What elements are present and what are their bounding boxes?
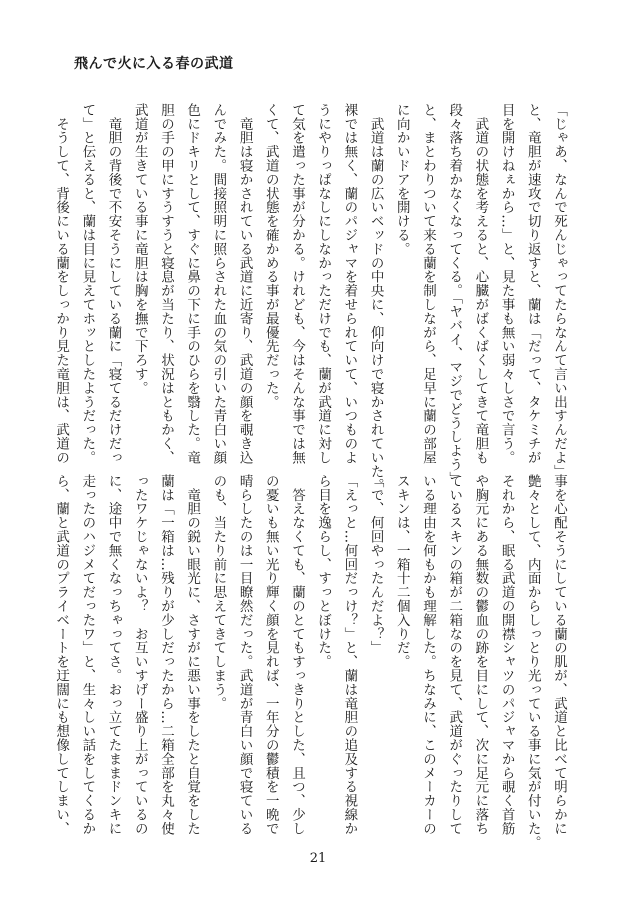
text-line: 色にドキリとして、すぐに鼻の下に手のひらを翳した。竜 bbox=[184, 103, 201, 465]
text-line: それから、眠る武道の開襟シャツのパジャマから覗く首筋 bbox=[498, 474, 515, 836]
page-number: 21 bbox=[309, 851, 327, 866]
text-line: ているスキンの箱が二箱なのを見て、武道がぐったりして bbox=[446, 474, 463, 836]
text-line: 「で、何回やったんだよ？」 bbox=[367, 474, 384, 655]
text-line: くて、武道の状態を確かめる事が最優先だった。 bbox=[262, 103, 279, 409]
text-line: の憂いも無い光り輝く顔を見れば、一年分の鬱積を一晩で bbox=[262, 474, 279, 836]
text-line: 裸では無く、蘭のパジャマを着せられていて、いつものよ bbox=[341, 103, 358, 465]
text-line: に、途中で無くなっちゃってさ。おっ立てたままドンキに bbox=[105, 474, 122, 836]
text-line: 走ったのハジメてだったワ」と、生々しい話をしてくるか bbox=[79, 474, 96, 836]
text-line: 武道が生きている事に竜胆は胸を撫で下ろす。 bbox=[131, 103, 148, 395]
text-line: のも、当たり前に思えてきてしまう。 bbox=[210, 474, 227, 711]
text-line: 武道の状態を考えると、心臓がばくばくしてきて竜胆も bbox=[472, 103, 489, 465]
text-line: そうして、背後にいる蘭をしっかり見た竜胆は、武道の bbox=[53, 103, 70, 465]
text-line: と、竜胆が速攻で切り返すと、蘭は「だって、タケミチが bbox=[524, 103, 541, 465]
text-line: 事を心配そうにしている蘭の肌が、武道と比べて明らかに bbox=[551, 474, 567, 836]
text-line: と、まとわりついて来る蘭を制しながら、足早に蘭の部屋 bbox=[419, 103, 436, 465]
text-line: んでみた。間接照明に照らされた血の気の引いた青白い顔 bbox=[210, 103, 227, 465]
text-line: 竜胆の背後で不安そうにしている蘭に「寝てるだけだっ bbox=[105, 103, 122, 465]
text-line: 武道は蘭の広いベッドの中央に、仰向けで寝かされていた。 bbox=[367, 103, 384, 493]
text-line: て」と伝えると、蘭は目に見えてホッとしたようだった。 bbox=[79, 103, 96, 465]
text-line: 竜胆の鋭い眼光に、さすがに悪い事をしたと自覚をした bbox=[184, 474, 201, 836]
text-line: 晴らしたのは一目瞭然だった。武道が青白い顔で寝ている bbox=[236, 474, 253, 836]
text-line: 「じゃあ、なんで死んじゃってたらなんて言い出すんだよ」 bbox=[551, 103, 567, 479]
text-line: 胆の手の甲にすうすうと寝息が当たり、状況はともかく、 bbox=[157, 103, 174, 465]
chapter-title: 飛んで火に入る春の武道 bbox=[74, 56, 234, 72]
text-line: ったワケじゃないよ？ お互いすげー盛り上がっているの bbox=[131, 474, 148, 836]
text-line: て気を遣った事が分かる。けれども、今はそんな事では無 bbox=[288, 103, 305, 465]
text-line: 答えなくても、蘭のとてもすっきりとした、且つ、少し bbox=[288, 474, 305, 836]
text-line: に向かいドアを開ける。 bbox=[393, 103, 410, 256]
text-line: 段々落ち着かなくなってくる。「ヤバイ、マジでどうしよう」 bbox=[446, 103, 463, 486]
text-line: ら目を逸らし、すっとぼけた。 bbox=[315, 474, 332, 669]
text-line: 竜胆は寝かされている武道に近寄り、武道の顔を覗き込 bbox=[236, 103, 253, 465]
text-line: ら、蘭と武道のプライベートを迂闊にも想像してしまい、 bbox=[53, 474, 70, 836]
text-line: 蘭は「一箱は…残りが少しだったから…二箱全部を丸々使 bbox=[157, 474, 174, 836]
text-line: 目を開けねぇから…」と、見た事も無い弱々しさで言う。 bbox=[498, 103, 515, 465]
text-line: うにやりっぱなしにしなかっただけでも、蘭が武道に対し bbox=[315, 103, 332, 465]
text-line: や胸元にある無数の鬱血の跡を目にして、次に足元に落ち bbox=[472, 474, 489, 836]
text-line: 「えっと…何回だっけ？」と、蘭は竜胆の追及する視線か bbox=[341, 474, 358, 836]
text-line: いる理由を何もかも理解した。ちなみに、このメーカーの bbox=[419, 474, 436, 836]
text-line: スキンは、一箱十二個入りだ。 bbox=[393, 474, 410, 669]
text-line: 艶々として、内面からしっとり光っている事に気が付いた。 bbox=[524, 474, 541, 850]
upper-text-block bbox=[53, 103, 572, 493]
lower-text-block bbox=[53, 474, 572, 850]
